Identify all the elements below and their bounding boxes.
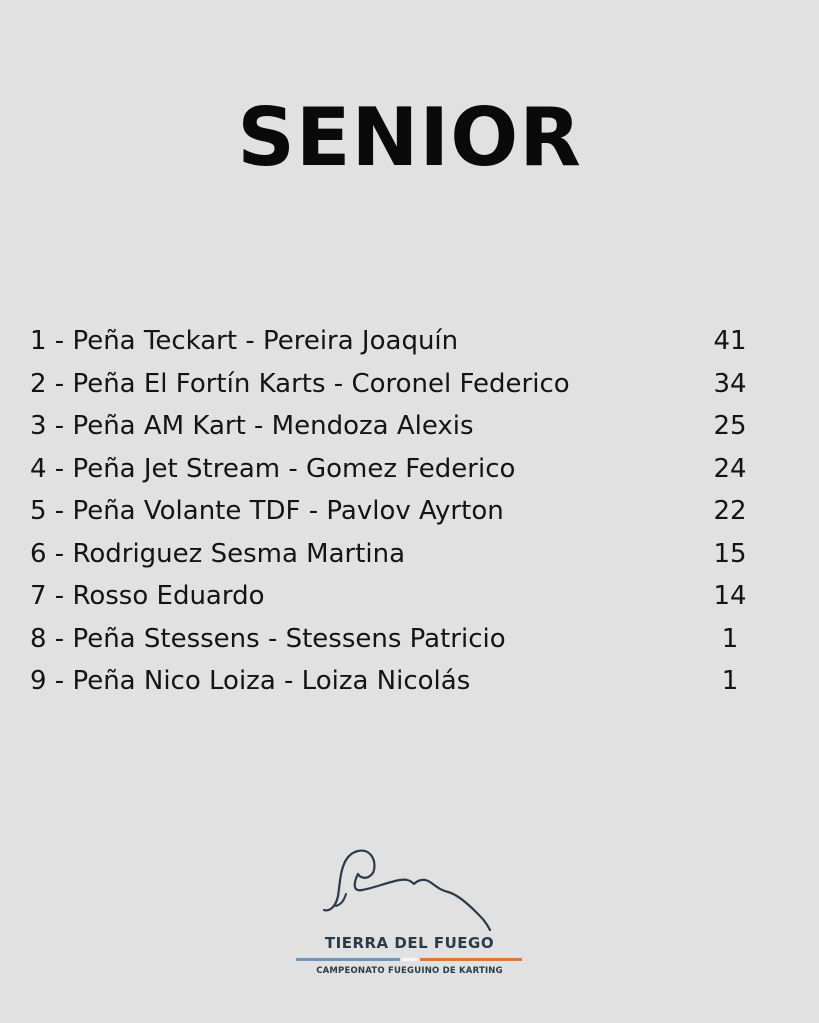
standings-row: [30, 320, 770, 363]
logo-stripe-orange: [420, 958, 522, 961]
standings-row: [30, 448, 770, 491]
driver-name: 5 - Peña Volante TDF - Pavlov Ayrton: [30, 496, 504, 527]
driver-points: 1: [721, 623, 739, 654]
driver-points: 14: [713, 581, 747, 612]
standings-row: [30, 405, 770, 448]
mountain-silhouette-icon: [318, 846, 498, 936]
championship-logo: [0, 846, 819, 986]
driver-name: 8 - Peña Stessens - Stessens Patricio: [30, 623, 506, 654]
standings-row: [30, 363, 770, 406]
driver-points: 1: [721, 666, 739, 697]
driver-points: 15: [713, 538, 747, 569]
standings-row: [30, 660, 770, 703]
driver-points: 24: [713, 453, 747, 484]
driver-name: 4 - Peña Jet Stream - Gomez Federico: [30, 453, 516, 484]
driver-name: 2 - Peña El Fortín Karts - Coronel Federico: [30, 368, 570, 399]
standings-row: [30, 490, 770, 533]
driver-points: 34: [713, 368, 747, 399]
driver-name: 6 - Rodriguez Sesma Martina: [30, 538, 406, 569]
driver-points: 25: [713, 411, 747, 442]
standings-row: [30, 618, 770, 661]
logo-brand-text: TIERRA DEL FUEGO: [324, 934, 495, 952]
driver-name: 3 - Peña AM Kart - Mendoza Alexis: [30, 411, 474, 442]
logo-stripe-white: [402, 958, 418, 961]
driver-name: 1 - Peña Teckart - Pereira Joaquín: [30, 326, 459, 357]
standings-list: [30, 320, 770, 703]
standings-row: [30, 533, 770, 576]
driver-name: 9 - Peña Nico Loiza - Loiza Nicolás: [30, 666, 471, 697]
driver-points: 22: [713, 496, 747, 527]
driver-name: 7 - Rosso Eduardo: [30, 581, 265, 612]
driver-points: 41: [713, 326, 747, 357]
logo-stripe-blue: [296, 958, 400, 961]
page-title: SENIOR: [237, 91, 582, 184]
standings-row: [30, 575, 770, 618]
logo-subtitle-text: CAMPEONATO FUEGUINO DE KARTING: [316, 966, 503, 976]
